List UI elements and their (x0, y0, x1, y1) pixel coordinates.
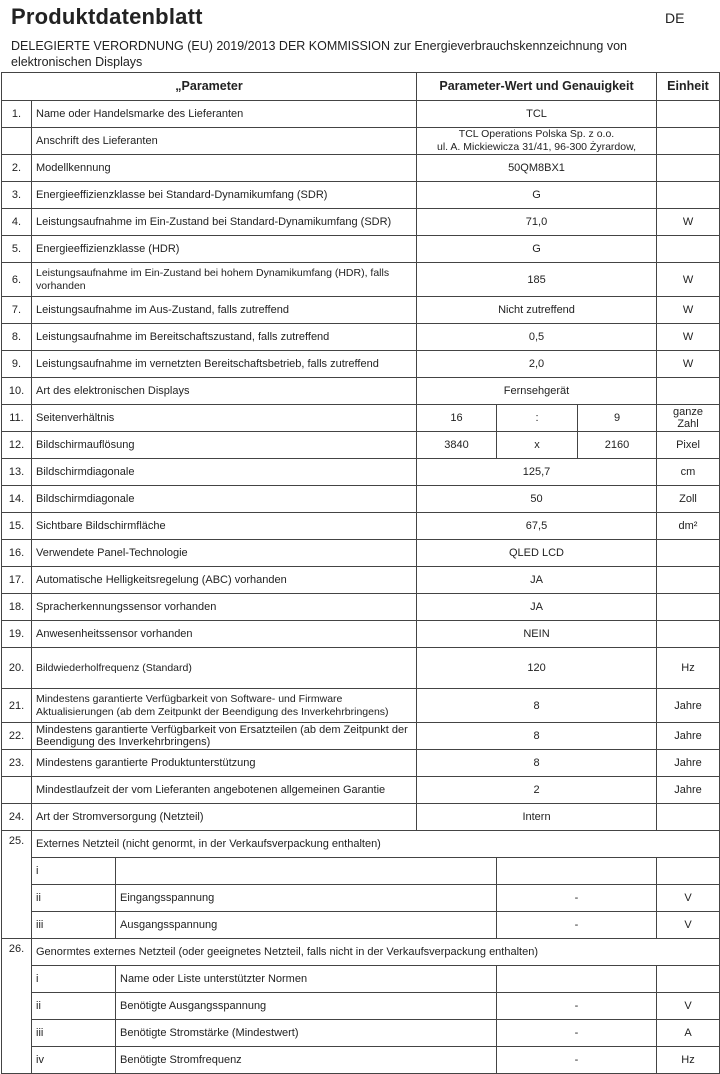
table-row (2, 750, 720, 777)
parameter-label: Modellkennung (32, 155, 417, 182)
parameter-unit: Pixel (657, 432, 720, 459)
sub-label: Benötigte Stromstärke (Mindestwert) (116, 1020, 497, 1047)
parameter-label: Art der Stromversorgung (Netzteil) (32, 804, 417, 831)
parameter-unit: Hz (657, 648, 720, 689)
row-number: 2. (2, 155, 32, 182)
table-row (2, 567, 720, 594)
sub-label: Ausgangsspannung (116, 912, 497, 939)
parameter-table (1, 72, 720, 1074)
table-row (2, 209, 720, 236)
parameter-value: 8 (417, 723, 657, 750)
parameter-label: Mindestens garantierte Verfügbarkeit von Software- und Firmware Aktualisierungen (ab dem Zeitpunkt der Beendigung des Inverkehrbringens) (32, 689, 417, 723)
row-number (2, 128, 32, 155)
table-row (2, 432, 720, 459)
table-row (2, 378, 720, 405)
table-row (2, 621, 720, 648)
parameter-label: Spracherkennungssensor vorhanden (32, 594, 417, 621)
sub-row (2, 1020, 720, 1047)
row-number: 8. (2, 324, 32, 351)
sub-unit: V (657, 993, 720, 1020)
row-number: 25. (2, 831, 32, 939)
sub-value (497, 966, 657, 993)
address-line-2: ul. A. Mickiewicza 31/41, 96-300 Żyrardow, (437, 141, 637, 153)
sub-label: Benötigte Ausgangsspannung (116, 993, 497, 1020)
row-number: 24. (2, 804, 32, 831)
sub-value: - (497, 1047, 657, 1074)
parameter-unit (657, 567, 720, 594)
section-header-row (2, 939, 720, 966)
sub-row (2, 966, 720, 993)
column-header-value: Parameter-Wert und Genauigkeit (417, 73, 657, 101)
parameter-label: Mindestens garantierte Verfügbarkeit von Ersatzteilen (ab dem Zeitpunkt der Beendigung des Inverkehrbringens) (32, 723, 417, 750)
table-row (2, 723, 720, 750)
parameter-value: 67,5 (417, 513, 657, 540)
table-row (2, 648, 720, 689)
sub-label: Eingangsspannung (116, 885, 497, 912)
parameter-value: G (417, 182, 657, 209)
sub-row (2, 993, 720, 1020)
sub-unit (657, 966, 720, 993)
row-number: 26. (2, 939, 32, 1074)
parameter-value: Intern (417, 804, 657, 831)
parameter-unit: Zoll (657, 486, 720, 513)
parameter-value: JA (417, 594, 657, 621)
parameter-value: 50 (417, 486, 657, 513)
sub-row (2, 885, 720, 912)
row-number: 9. (2, 351, 32, 378)
value-part-a: 16 (417, 405, 497, 432)
sub-index: i (32, 858, 116, 885)
table-header-row (2, 73, 720, 101)
row-number: 5. (2, 236, 32, 263)
parameter-unit: W (657, 324, 720, 351)
parameter-unit (657, 540, 720, 567)
page-title: Produktdatenblatt (11, 4, 203, 29)
row-number: 7. (2, 297, 32, 324)
parameter-unit (657, 155, 720, 182)
table-row (2, 351, 720, 378)
sub-row (2, 912, 720, 939)
parameter-unit (657, 101, 720, 128)
parameter-unit: Jahre (657, 689, 720, 723)
parameter-unit: Jahre (657, 777, 720, 804)
table-row (2, 297, 720, 324)
parameter-value: Fernsehgerät (417, 378, 657, 405)
parameter-label: Seitenverhältnis (32, 405, 417, 432)
table-row (2, 155, 720, 182)
parameter-unit: Jahre (657, 723, 720, 750)
address-line-1: TCL Operations Polska Sp. z o.o. (458, 128, 615, 140)
parameter-unit (657, 594, 720, 621)
parameter-value: NEIN (417, 621, 657, 648)
parameter-value: TCL (417, 101, 657, 128)
sub-unit: Hz (657, 1047, 720, 1074)
table-row (2, 128, 720, 155)
parameter-value: 2,0 (417, 351, 657, 378)
value-separator: x (497, 432, 578, 459)
parameter-unit (657, 128, 720, 155)
parameter-label: Name oder Handelsmarke des Lieferanten (32, 101, 417, 128)
table-row (2, 236, 720, 263)
parameter-label: Anschrift des Lieferanten (32, 128, 417, 155)
table-row (2, 804, 720, 831)
sub-row (2, 858, 720, 885)
parameter-label: Automatische Helligkeitsregelung (ABC) vorhanden (32, 567, 417, 594)
regulation-subtitle: DELEGIERTE VERORDNUNG (EU) 2019/2013 DER KOMMISSION zur Energieverbrauchskennzeichnung von elektronischen Displays (11, 39, 627, 69)
parameter-label: Verwendete Panel-Technologie (32, 540, 417, 567)
parameter-label: Anwesenheitssensor vorhanden (32, 621, 417, 648)
row-number: 12. (2, 432, 32, 459)
column-header-unit: Einheit (657, 73, 720, 101)
parameter-value: G (417, 236, 657, 263)
parameter-unit: Jahre (657, 750, 720, 777)
sub-unit: V (657, 912, 720, 939)
sub-index: ii (32, 993, 116, 1020)
table-row (2, 459, 720, 486)
parameter-label: Bildschirmdiagonale (32, 459, 417, 486)
parameter-label: Bildschirmauflösung (32, 432, 417, 459)
parameter-unit (657, 621, 720, 648)
row-number: 4. (2, 209, 32, 236)
row-number: 1. (2, 101, 32, 128)
sub-unit: V (657, 885, 720, 912)
parameter-label: Leistungsaufnahme im Aus-Zustand, falls zutreffend (32, 297, 417, 324)
row-number: 15. (2, 513, 32, 540)
parameter-unit: W (657, 209, 720, 236)
parameter-label: Energieeffizienzklasse (HDR) (32, 236, 417, 263)
section-header-row (2, 831, 720, 858)
sub-index: iii (32, 912, 116, 939)
sub-value (497, 858, 657, 885)
parameter-unit: dm² (657, 513, 720, 540)
row-number: 20. (2, 648, 32, 689)
row-number: 10. (2, 378, 32, 405)
parameter-value: 2 (417, 777, 657, 804)
row-number: 6. (2, 263, 32, 297)
parameter-label: Bildschirmdiagonale (32, 486, 417, 513)
parameter-value: QLED LCD (417, 540, 657, 567)
sub-index: ii (32, 885, 116, 912)
table-row (2, 263, 720, 297)
parameter-value: Nicht zutreffend (417, 297, 657, 324)
table-row (2, 513, 720, 540)
sub-value: - (497, 993, 657, 1020)
language-code: DE (665, 10, 685, 26)
parameter-label: Bildwiederholfrequenz (Standard) (32, 648, 417, 689)
parameter-unit: W (657, 351, 720, 378)
parameter-value: 120 (417, 648, 657, 689)
parameter-value: 8 (417, 750, 657, 777)
parameter-value: JA (417, 567, 657, 594)
sub-index: iii (32, 1020, 116, 1047)
table-row (2, 405, 720, 432)
parameter-unit: W (657, 297, 720, 324)
table-row (2, 689, 720, 723)
table-body (2, 101, 720, 1074)
parameter-label: Sichtbare Bildschirmfläche (32, 513, 417, 540)
row-number: 13. (2, 459, 32, 486)
parameter-unit (657, 378, 720, 405)
parameter-unit (657, 804, 720, 831)
parameter-value: 8 (417, 689, 657, 723)
parameter-value: 50QM8BX1 (417, 155, 657, 182)
column-header-parameter: „Parameter (2, 73, 417, 101)
row-number: 14. (2, 486, 32, 513)
value-part-a: 3840 (417, 432, 497, 459)
parameter-label: Mindestens garantierte Produktunterstützung (32, 750, 417, 777)
parameter-unit: W (657, 263, 720, 297)
parameter-unit (657, 236, 720, 263)
table-row (2, 594, 720, 621)
row-number: 3. (2, 182, 32, 209)
sub-unit: A (657, 1020, 720, 1047)
row-number: 18. (2, 594, 32, 621)
row-number: 22. (2, 723, 32, 750)
sub-label (116, 858, 497, 885)
table-row (2, 324, 720, 351)
parameter-value (417, 128, 657, 155)
sub-value: - (497, 885, 657, 912)
parameter-label: Leistungsaufnahme im Bereitschaftszustand, falls zutreffend (32, 324, 417, 351)
sub-label: Name oder Liste unterstützter Normen (116, 966, 497, 993)
parameter-value: 0,5 (417, 324, 657, 351)
sub-index: i (32, 966, 116, 993)
parameter-label: Leistungsaufnahme im Ein-Zustand bei hohem Dynamikumfang (HDR), falls vorhanden (32, 263, 417, 297)
parameter-label: Leistungsaufnahme im vernetzten Bereitschaftsbetrieb, falls zutreffend (32, 351, 417, 378)
value-part-b: 2160 (578, 432, 657, 459)
row-number: 17. (2, 567, 32, 594)
parameter-unit: cm (657, 459, 720, 486)
sub-row (2, 1047, 720, 1074)
table-row (2, 540, 720, 567)
row-number: 11. (2, 405, 32, 432)
sub-index: iv (32, 1047, 116, 1074)
table-row (2, 101, 720, 128)
parameter-value: 185 (417, 263, 657, 297)
parameter-unit (657, 182, 720, 209)
sub-unit (657, 858, 720, 885)
parameter-value: 71,0 (417, 209, 657, 236)
parameter-label: Leistungsaufnahme im Ein-Zustand bei Standard-Dynamikumfang (SDR) (32, 209, 417, 236)
parameter-label: Art des elektronischen Displays (32, 378, 417, 405)
table-row (2, 777, 720, 804)
parameter-value: 125,7 (417, 459, 657, 486)
row-number: 23. (2, 750, 32, 777)
parameter-unit: ganze Zahl (657, 405, 720, 432)
section-label: Genormtes externes Netzteil (oder geeignetes Netzteil, falls nicht in der Verkaufsverpackung enthalten) (32, 939, 720, 966)
value-separator: : (497, 405, 578, 432)
sub-value: - (497, 1020, 657, 1047)
section-label: Externes Netzteil (nicht genormt, in der Verkaufsverpackung enthalten) (32, 831, 720, 858)
parameter-label: Energieeffizienzklasse bei Standard-Dynamikumfang (SDR) (32, 182, 417, 209)
row-number: 19. (2, 621, 32, 648)
value-part-b: 9 (578, 405, 657, 432)
row-number (2, 777, 32, 804)
parameter-label: Mindestlaufzeit der vom Lieferanten angebotenen allgemeinen Garantie (32, 777, 417, 804)
table-row (2, 486, 720, 513)
table-row (2, 182, 720, 209)
sub-label: Benötigte Stromfrequenz (116, 1047, 497, 1074)
row-number: 16. (2, 540, 32, 567)
row-number: 21. (2, 689, 32, 723)
sub-value: - (497, 912, 657, 939)
